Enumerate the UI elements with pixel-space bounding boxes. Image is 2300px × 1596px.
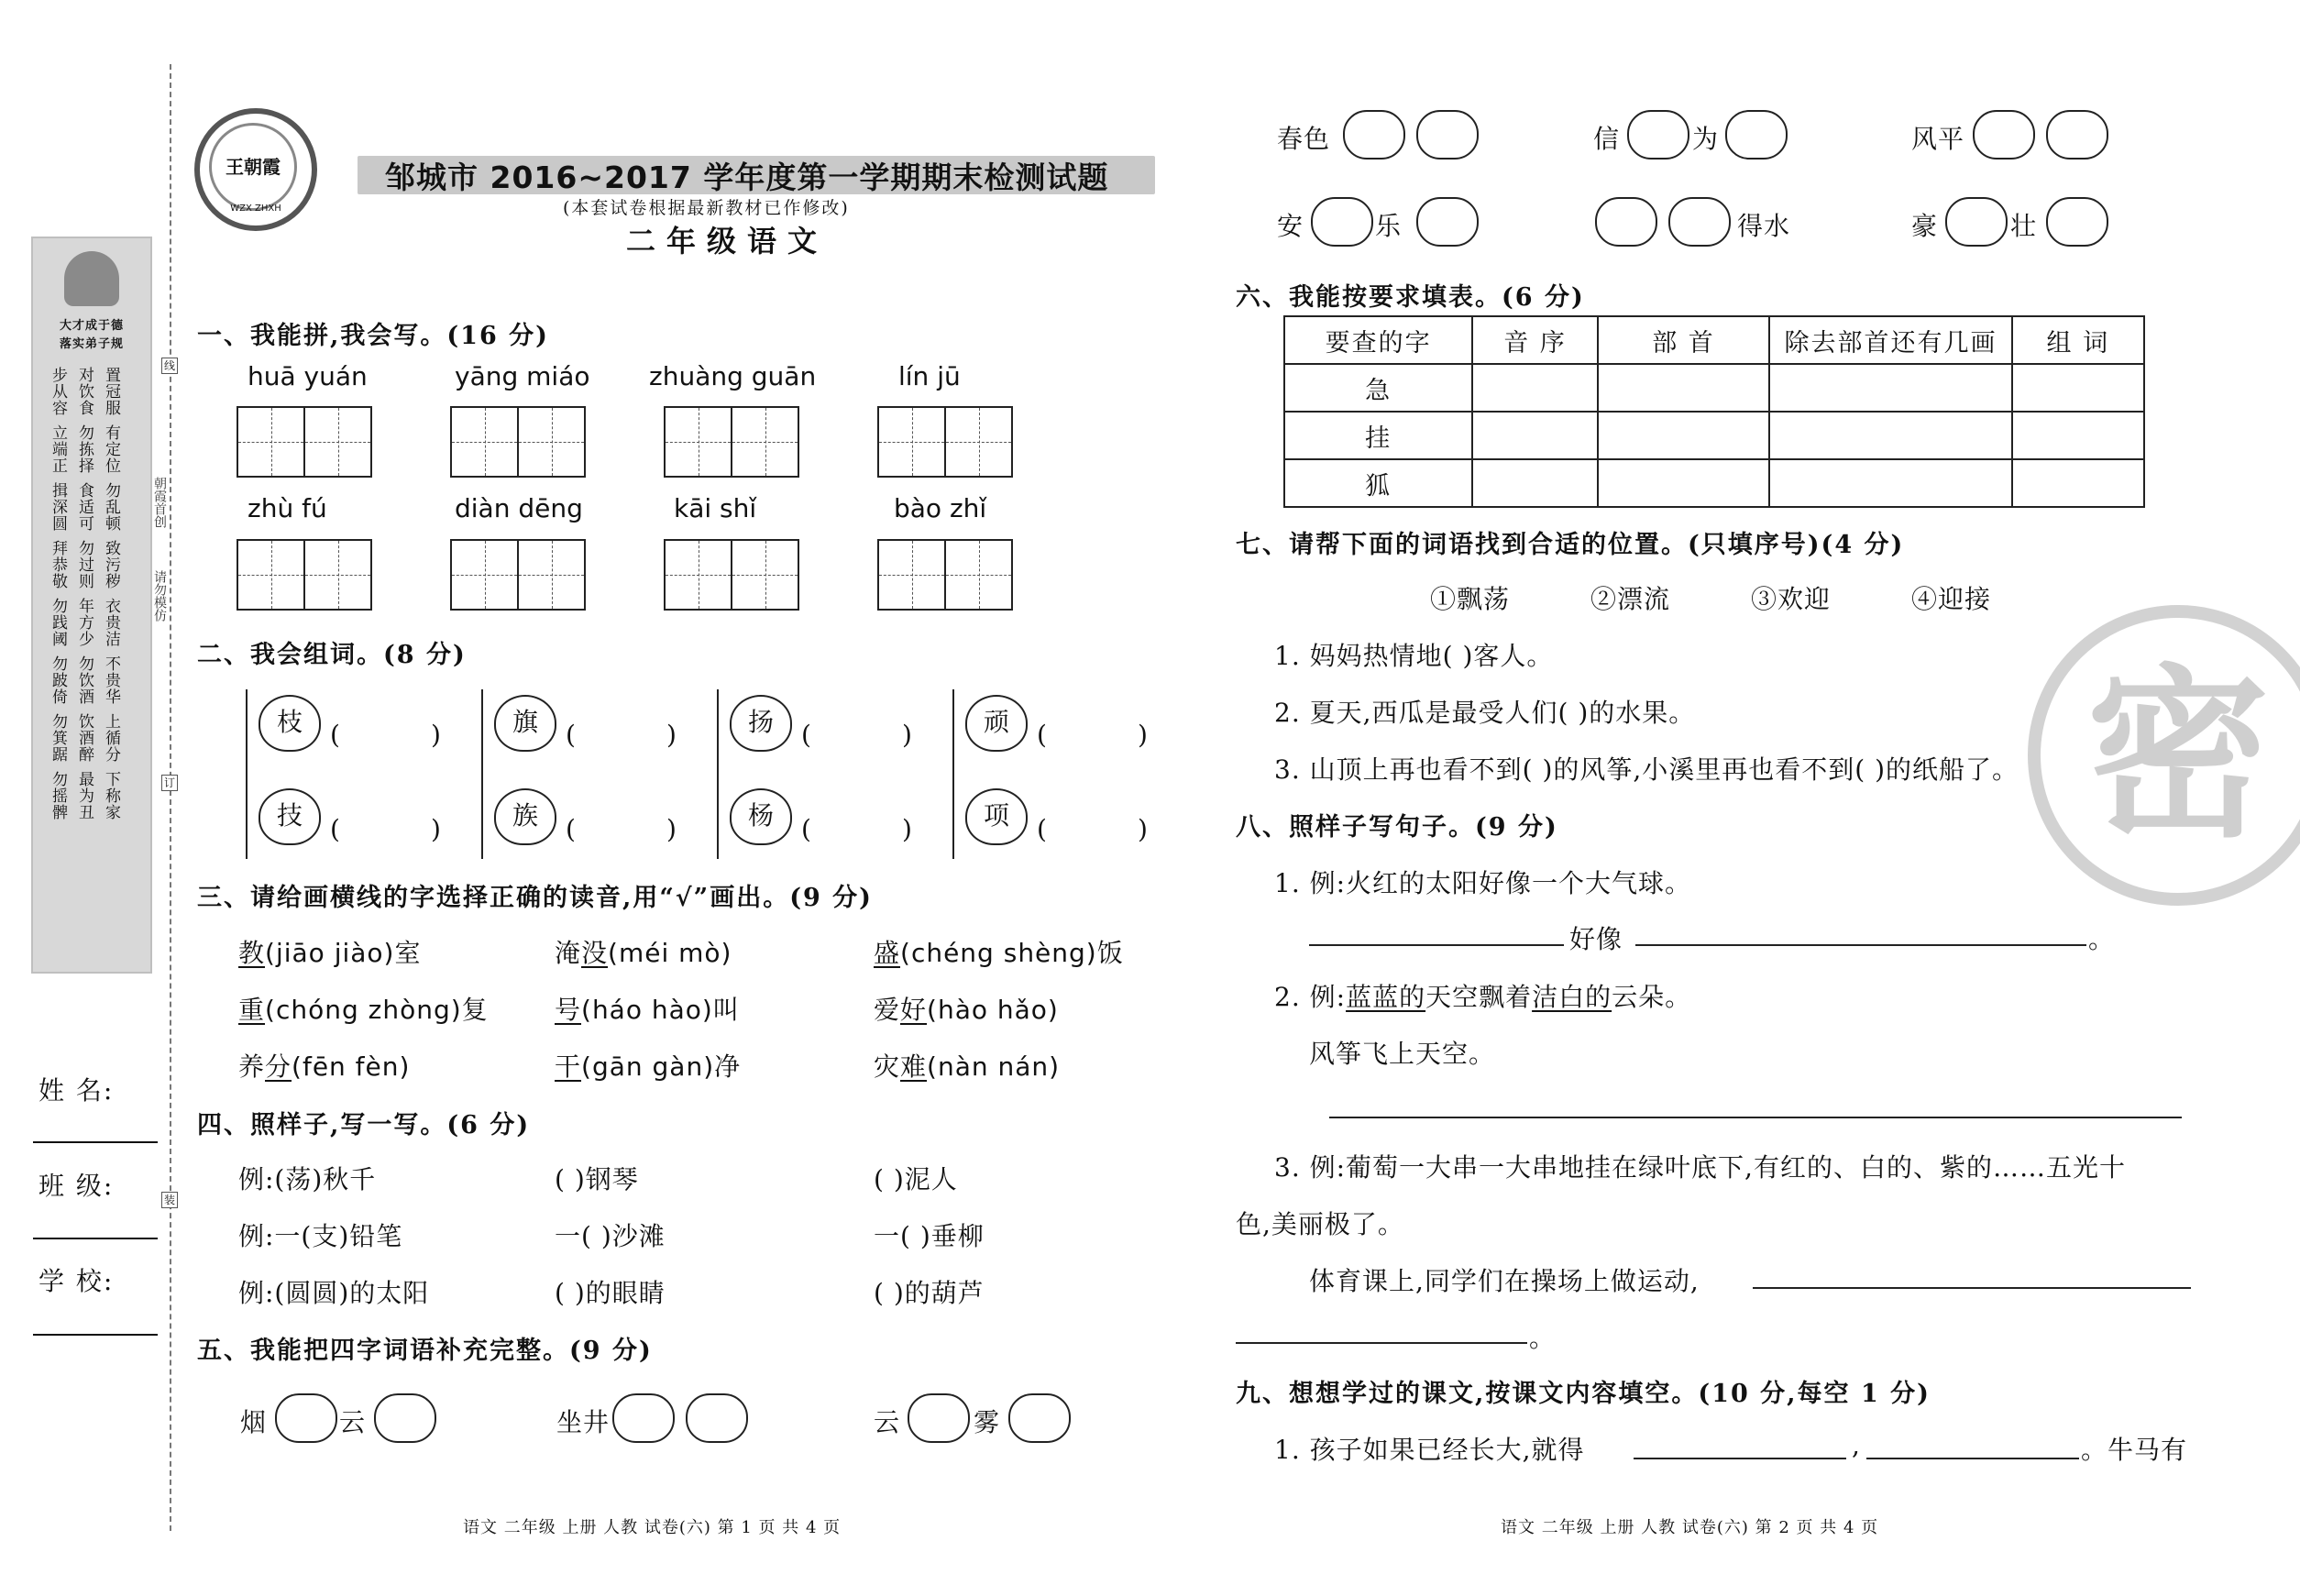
idiom-char: 坐井 xyxy=(556,1407,611,1437)
dictionary-table xyxy=(1283,315,2145,508)
logo-sub: WZX ZHXH xyxy=(230,204,281,214)
answer-line[interactable] xyxy=(1753,1287,2191,1289)
table-row xyxy=(1284,459,2144,507)
paren-close[interactable]: ) xyxy=(902,720,913,750)
section-9-title: 九、想想学过的课文,按课文内容填空。(10 分,每空 1 分) xyxy=(1236,1380,1931,1408)
idiom-cloud-blank[interactable] xyxy=(612,1393,675,1443)
paren-open: ( xyxy=(566,720,577,750)
idiom-cloud-blank[interactable] xyxy=(275,1393,337,1443)
copyright-1: 朝霞首创 xyxy=(152,477,167,528)
example-8-2: 2. 例:蓝蓝的天空飘着洁白的云朵。 xyxy=(1274,982,1692,1012)
idiom-cloud-blank[interactable] xyxy=(908,1393,970,1443)
section-5-title: 五、我能把四字词语补充完整。(9 分) xyxy=(197,1337,653,1365)
pinyin-3: zhuàng guān xyxy=(649,361,817,391)
answer-line[interactable] xyxy=(1634,1458,1846,1459)
paren-close[interactable]: ) xyxy=(1138,720,1149,750)
paren-open: ( xyxy=(330,720,341,750)
idiom-cloud-blank[interactable] xyxy=(1343,110,1405,160)
reading-choice[interactable]: 干(gān gàn)净 xyxy=(555,1051,742,1082)
example-8-1: 1. 例:火红的太阳好像一个大气球。 xyxy=(1274,868,1692,898)
answer-line[interactable] xyxy=(1309,944,1564,946)
lookup-char: 狐 xyxy=(1284,459,1472,507)
writing-grid[interactable] xyxy=(237,406,372,478)
scholar-figure xyxy=(64,251,119,306)
pinyin-7: kāi shǐ xyxy=(674,493,757,523)
idiom-char: 安 xyxy=(1277,211,1304,241)
paren-open: ( xyxy=(330,814,341,844)
reading-choice[interactable]: 号(háo hào)叫 xyxy=(555,995,740,1025)
option: ②漂流 xyxy=(1590,584,1671,614)
idiom-char: 豪 xyxy=(1911,211,1939,241)
option: ④迎接 xyxy=(1911,584,1992,614)
fold-line xyxy=(170,64,171,1531)
bracket-line xyxy=(246,689,248,859)
school-field[interactable] xyxy=(33,1334,158,1336)
example-8-3b: 色,美丽极了。 xyxy=(1236,1209,1404,1239)
pinyin-2: yāng miáo xyxy=(455,361,590,391)
section-7-title: 七、请帮下面的词语找到合适的位置。(只填序号)(4 分) xyxy=(1236,531,1905,559)
school-label: 学 校: xyxy=(39,1266,115,1296)
paren-close[interactable]: ) xyxy=(431,814,442,844)
writing-grid[interactable] xyxy=(237,539,372,611)
paren-close[interactable]: ) xyxy=(1138,814,1149,844)
fill-blank[interactable]: ( )的眼睛 xyxy=(555,1278,666,1308)
example-text: 例:(荡)秋千 xyxy=(238,1164,377,1194)
secret-stamp xyxy=(2028,605,2300,906)
idiom-char: 为 xyxy=(1692,124,1720,154)
moral-code-panel xyxy=(31,237,152,974)
example-text: 例:(圆圆)的太阳 xyxy=(238,1278,430,1308)
section-4-title: 四、照样子,写一写。(6 分) xyxy=(197,1111,531,1139)
idiom-char: 信 xyxy=(1593,124,1621,154)
answer-line[interactable] xyxy=(1635,944,2086,946)
idiom-cloud-blank[interactable] xyxy=(1008,1393,1071,1443)
bracket-line xyxy=(481,689,483,859)
paren-open: ( xyxy=(566,814,577,844)
rules-list: 步从容 对饮食 置冠服 立端正 勿拣择 有定位 揖深圆 食适可 勿乱顿 拜恭敬 勿过则 致污秽 勿践阈 年方少 衣贵洁 勿跛倚 勿饮酒 不贵华 勿箕踞 饮酒醉 上循分 勿摇髀 最为丑 下称家 xyxy=(49,367,120,820)
answer-line[interactable] xyxy=(1236,1342,1527,1344)
idiom-cloud-blank[interactable] xyxy=(2046,197,2108,247)
question-7-3[interactable]: 3. 山顶上再也看不到( )的风筝,小溪里再也看不到( )的纸船了。 xyxy=(1274,754,2019,785)
peach-char: 枝 xyxy=(259,695,321,752)
paren-open: ( xyxy=(1037,720,1048,750)
idiom-cloud-blank[interactable] xyxy=(374,1393,436,1443)
fill-blank[interactable]: ( )泥人 xyxy=(874,1164,958,1194)
question-9-1: 1. 孩子如果已经长大,就得 xyxy=(1274,1435,1585,1465)
idiom-cloud-blank[interactable] xyxy=(2046,110,2108,160)
footer-left: 语文 二年级 上册 人教 试卷(六) 第 1 页 共 4 页 xyxy=(463,1518,842,1537)
answer-cell[interactable] xyxy=(2012,412,2144,459)
fill-blank[interactable]: ( )钢琴 xyxy=(555,1164,639,1194)
idiom-cloud-blank[interactable] xyxy=(1416,197,1479,247)
question-7-1[interactable]: 1. 妈妈热情地( )客人。 xyxy=(1274,641,1554,671)
idiom-cloud-blank[interactable] xyxy=(1416,110,1479,160)
end-mark: 。 xyxy=(2088,924,2116,954)
option: ③欢迎 xyxy=(1751,584,1832,614)
writing-grid[interactable] xyxy=(877,406,1013,478)
pinyin-8: bào zhǐ xyxy=(894,493,987,523)
answer-cell[interactable] xyxy=(1769,364,2011,412)
writing-grid[interactable] xyxy=(450,406,586,478)
prompt-8-2: 风筝飞上天空。 xyxy=(1309,1039,1496,1069)
copyright-2: 请勿模仿 xyxy=(152,570,167,622)
reading-choice[interactable]: 盛(chéng shèng)饭 xyxy=(874,938,1124,968)
answer-cell[interactable] xyxy=(1472,459,1597,507)
col-header: 音 序 xyxy=(1472,316,1597,364)
class-field[interactable] xyxy=(33,1238,158,1239)
reading-choice[interactable]: 灾难(nàn nán) xyxy=(874,1051,1061,1082)
answer-cell[interactable] xyxy=(1598,412,1770,459)
answer-cell[interactable] xyxy=(1598,364,1770,412)
fill-blank[interactable]: ( )的葫芦 xyxy=(874,1278,985,1308)
answer-line[interactable] xyxy=(1866,1458,2079,1459)
writing-grid[interactable] xyxy=(664,406,799,478)
answer-cell[interactable] xyxy=(1472,364,1597,412)
likes-word: 好像 xyxy=(1569,924,1623,954)
pinyin-1: huā yuán xyxy=(248,361,368,391)
idiom-cloud-blank[interactable] xyxy=(1627,110,1689,160)
brand-logo xyxy=(194,108,317,231)
pinyin-5: zhù fú xyxy=(248,493,327,523)
table-row xyxy=(1284,364,2144,412)
answer-cell[interactable] xyxy=(1472,412,1597,459)
peach-char: 项 xyxy=(965,788,1028,845)
section-3-title: 三、请给画横线的字选择正确的读音,用“√”画出。(9 分) xyxy=(197,884,873,912)
question-7-2[interactable]: 2. 夏天,西瓜是最受人们( )的水果。 xyxy=(1274,698,1696,728)
writing-grid[interactable] xyxy=(877,539,1013,611)
idiom-cloud-blank[interactable] xyxy=(1973,110,2035,160)
peach-char: 杨 xyxy=(730,788,792,845)
idiom-cloud-blank[interactable] xyxy=(1595,197,1657,247)
idiom-char: 烟 xyxy=(240,1407,268,1437)
peach-char: 族 xyxy=(494,788,556,845)
lookup-char: 急 xyxy=(1284,364,1472,412)
answer-cell[interactable] xyxy=(2012,364,2144,412)
class-label: 班 级: xyxy=(39,1171,115,1201)
reading-choice[interactable]: 教(jiāo jiào)室 xyxy=(238,938,422,968)
col-header: 要查的字 xyxy=(1284,316,1472,364)
section-2-title: 二、我会组词。(8 分) xyxy=(197,641,467,669)
pinyin-6: diàn dēng xyxy=(455,493,583,523)
exam-subtitle: (本套试卷根据最新教材已作修改) xyxy=(563,198,850,218)
paren-open: ( xyxy=(1037,814,1048,844)
reading-choice[interactable]: 爱好(hào hǎo) xyxy=(874,995,1059,1025)
bracket-line xyxy=(952,689,954,859)
answer-cell[interactable] xyxy=(1769,412,2011,459)
idiom-char: 壮 xyxy=(2010,211,2038,241)
writing-grid[interactable] xyxy=(450,539,586,611)
writing-grid[interactable] xyxy=(664,539,799,611)
paren-close[interactable]: ) xyxy=(666,720,677,750)
option: ①飘荡 xyxy=(1430,584,1511,614)
exam-grade: 二年级语文 xyxy=(626,224,829,259)
idiom-char: 云 xyxy=(874,1407,901,1437)
peach-char: 扬 xyxy=(730,695,792,752)
col-header: 组 词 xyxy=(2012,316,2144,364)
lookup-char: 挂 xyxy=(1284,412,1472,459)
pinyin-4: lín jū xyxy=(898,361,961,391)
example-8-3a: 3. 例:葡萄一大串一大串地挂在绿叶底下,有红的、白的、紫的……五光十 xyxy=(1274,1152,2126,1183)
table-row xyxy=(1284,412,2144,459)
stamp-glyph: 密 xyxy=(2085,647,2270,863)
fold-tag-xian: 线 xyxy=(161,358,178,374)
example-text: 例:一(支)铅笔 xyxy=(238,1221,403,1251)
fold-tag-ding: 订 xyxy=(161,775,178,791)
idiom-char: 雾 xyxy=(974,1407,1001,1437)
paren-close[interactable]: ) xyxy=(666,814,677,844)
question-9-1-tail: 。牛马有 xyxy=(2081,1435,2188,1465)
answer-cell[interactable] xyxy=(1769,459,2011,507)
reading-choice[interactable]: 养分(fēn fèn) xyxy=(238,1051,411,1082)
motto-2: 落实弟子规 xyxy=(59,337,124,351)
section-6-title: 六、我能按要求填表。(6 分) xyxy=(1236,283,1585,312)
col-header: 部 首 xyxy=(1598,316,1770,364)
answer-cell[interactable] xyxy=(1598,459,1770,507)
exam-title: 邹城市 2016~2017 学年度第一学期期末检测试题 xyxy=(385,160,1109,195)
answer-line[interactable] xyxy=(1329,1117,2182,1118)
reading-choice[interactable]: 重(chóng zhòng)复 xyxy=(238,995,489,1025)
idiom-cloud-blank[interactable] xyxy=(1311,197,1373,247)
idiom-cloud-blank[interactable] xyxy=(1945,197,2008,247)
idiom-char: 乐 xyxy=(1375,211,1403,241)
footer-right: 语文 二年级 上册 人教 试卷(六) 第 2 页 共 4 页 xyxy=(1501,1518,1879,1537)
bracket-line xyxy=(717,689,719,859)
idiom-char: 风平 xyxy=(1911,124,1965,154)
name-field[interactable] xyxy=(33,1141,158,1143)
answer-cell[interactable] xyxy=(2012,459,2144,507)
idiom-char: 春色 xyxy=(1277,124,1331,154)
reading-choice[interactable]: 淹没(méi mò) xyxy=(555,938,732,968)
idiom-cloud-blank[interactable] xyxy=(1668,197,1731,247)
end-mark: 。 xyxy=(1529,1323,1557,1353)
peach-char: 技 xyxy=(259,788,321,845)
idiom-cloud-blank[interactable] xyxy=(1725,110,1788,160)
fold-tag-zhuang: 装 xyxy=(161,1192,178,1208)
idiom-cloud-blank[interactable] xyxy=(686,1393,748,1443)
logo-text: 王朝霞 xyxy=(226,156,281,178)
paren-close[interactable]: ) xyxy=(431,720,442,750)
idiom-char: 得水 xyxy=(1737,211,1791,241)
comma: , xyxy=(1852,1430,1861,1460)
peach-char: 旗 xyxy=(494,695,556,752)
col-header: 除去部首还有几画 xyxy=(1769,316,2011,364)
paren-close[interactable]: ) xyxy=(902,814,913,844)
fill-blank[interactable]: 一( )垂柳 xyxy=(874,1221,985,1251)
idiom-char: 云 xyxy=(339,1407,367,1437)
name-label: 姓 名: xyxy=(39,1075,115,1106)
paren-open: ( xyxy=(801,814,812,844)
peach-char: 顽 xyxy=(965,695,1028,752)
section-8-title: 八、照样子写句子。(9 分) xyxy=(1236,813,1558,842)
fill-blank[interactable]: 一( )沙滩 xyxy=(555,1221,666,1251)
prompt-8-3: 体育课上,同学们在操场上做运动, xyxy=(1309,1266,1700,1296)
section-1-title: 一、我能拼,我会写。(16 分) xyxy=(197,322,549,350)
motto-1: 大才成于德 xyxy=(59,319,124,333)
paren-open: ( xyxy=(801,720,812,750)
